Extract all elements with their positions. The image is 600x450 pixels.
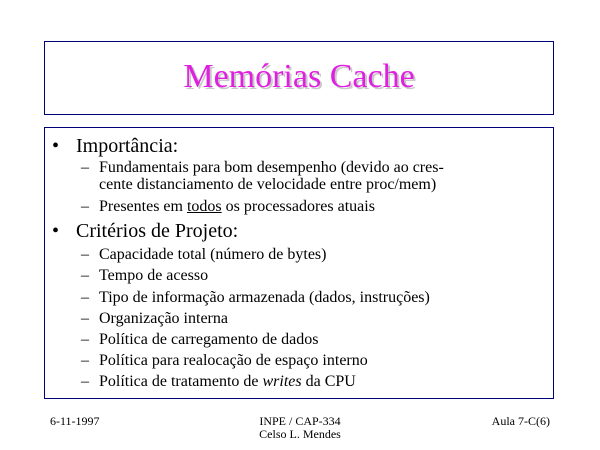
text-pre: Presentes em [99,198,187,215]
text-pre: Política de tratamento de [99,373,263,390]
sub-item-text: Política de carregamento de dados [99,331,319,348]
sub-item-text: cente distanciamento de velocidade entre proc/mem) [99,176,437,193]
heading-criterios: Critérios de Projeto: [76,220,239,242]
sub-item-text: Tipo de informação armazenada (dados, instruções) [99,289,430,306]
footer-course-code: INPE / CAP-334 [259,414,341,428]
heading-importancia: Importância: [76,135,179,157]
dash-icon: – [81,289,89,306]
sub-item-text: Tempo de acesso [99,267,209,284]
dash-icon: – [81,246,89,263]
sub-item-text: Capacidade total (número de bytes) [99,246,327,263]
dash-icon: – [81,373,89,390]
sub-item-text: Organização interna [99,310,228,327]
bullet-icon: • [52,135,60,157]
footer-author: Celso L. Mendes [259,427,341,441]
italic-word: writes [262,373,302,390]
dash-icon: – [81,198,89,215]
dash-icon: – [81,310,89,327]
underlined-word: todos [186,198,222,215]
text-post: os processadores atuais [221,198,375,215]
text-post: da CPU [301,373,356,390]
bullet-criterios [52,220,238,242]
footer-date: 6-11-1997 [50,414,100,428]
bullet-importancia [52,135,178,157]
sub-item-text: Política para realocação de espaço interno [99,352,368,369]
footer-page: Aula 7-C(6) [491,414,550,428]
dash-icon: – [81,267,89,284]
slide-title: Memórias Cache [183,58,415,95]
sub-item-text: Fundamentais para bom desempenho (devido ao cres- [99,159,444,176]
dash-icon: – [81,352,89,369]
footer-course [220,415,380,441]
title-box [44,41,554,115]
sub-item-text [99,198,375,216]
bullet-icon: • [52,220,60,242]
content-box [44,127,554,399]
dash-icon: – [81,159,89,176]
sub-item-text [99,373,356,391]
dash-icon: – [81,331,89,348]
